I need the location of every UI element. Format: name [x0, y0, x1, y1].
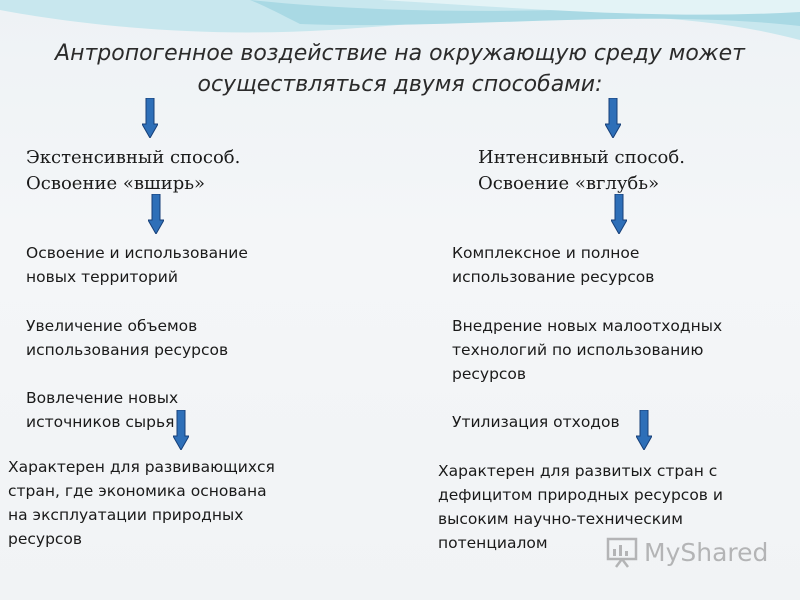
- extensive-method-heading: Экстенсивный способ. Освоение «вширь»: [26, 147, 241, 194]
- presentation-board-icon: [606, 536, 638, 568]
- intensive-method-heading: Интенсивный способ. Освоение «вглубь»: [478, 147, 685, 194]
- right-item-3: Утилизация отходов: [452, 413, 620, 431]
- watermark: [606, 536, 768, 568]
- left-conclusion: Характерен для развивающихся стран, где экономика основана на эксплуатации природных ресурсов: [8, 458, 275, 548]
- right-item-1: Комплексное и полное использование ресурсов: [452, 244, 655, 286]
- left-item-2: Увеличение объемов использования ресурсов: [26, 317, 229, 359]
- right-conclusion: Характерен для развитых стран с дефицитом природных ресурсов и высоким научно-техническим потенциалом: [438, 462, 723, 552]
- title-line-1: Антропогенное воздействие на окружающую среду может: [55, 41, 745, 66]
- arrow-down-icon: [605, 98, 621, 138]
- slide-title: [30, 38, 770, 100]
- title-line-2: осуществляться двумя способами:: [197, 72, 603, 97]
- left-item-3: Вовлечение новых источников сырья: [26, 389, 179, 431]
- left-item-1: Освоение и использование новых территорий: [26, 244, 248, 286]
- arrow-down-icon: [636, 410, 652, 450]
- arrow-down-icon: [142, 98, 158, 138]
- watermark-text: MyShared: [644, 537, 769, 567]
- arrow-down-icon: [148, 194, 164, 234]
- right-item-2: Внедрение новых малоотходных технологий по использованию ресурсов: [452, 317, 723, 383]
- arrow-down-icon: [611, 194, 627, 234]
